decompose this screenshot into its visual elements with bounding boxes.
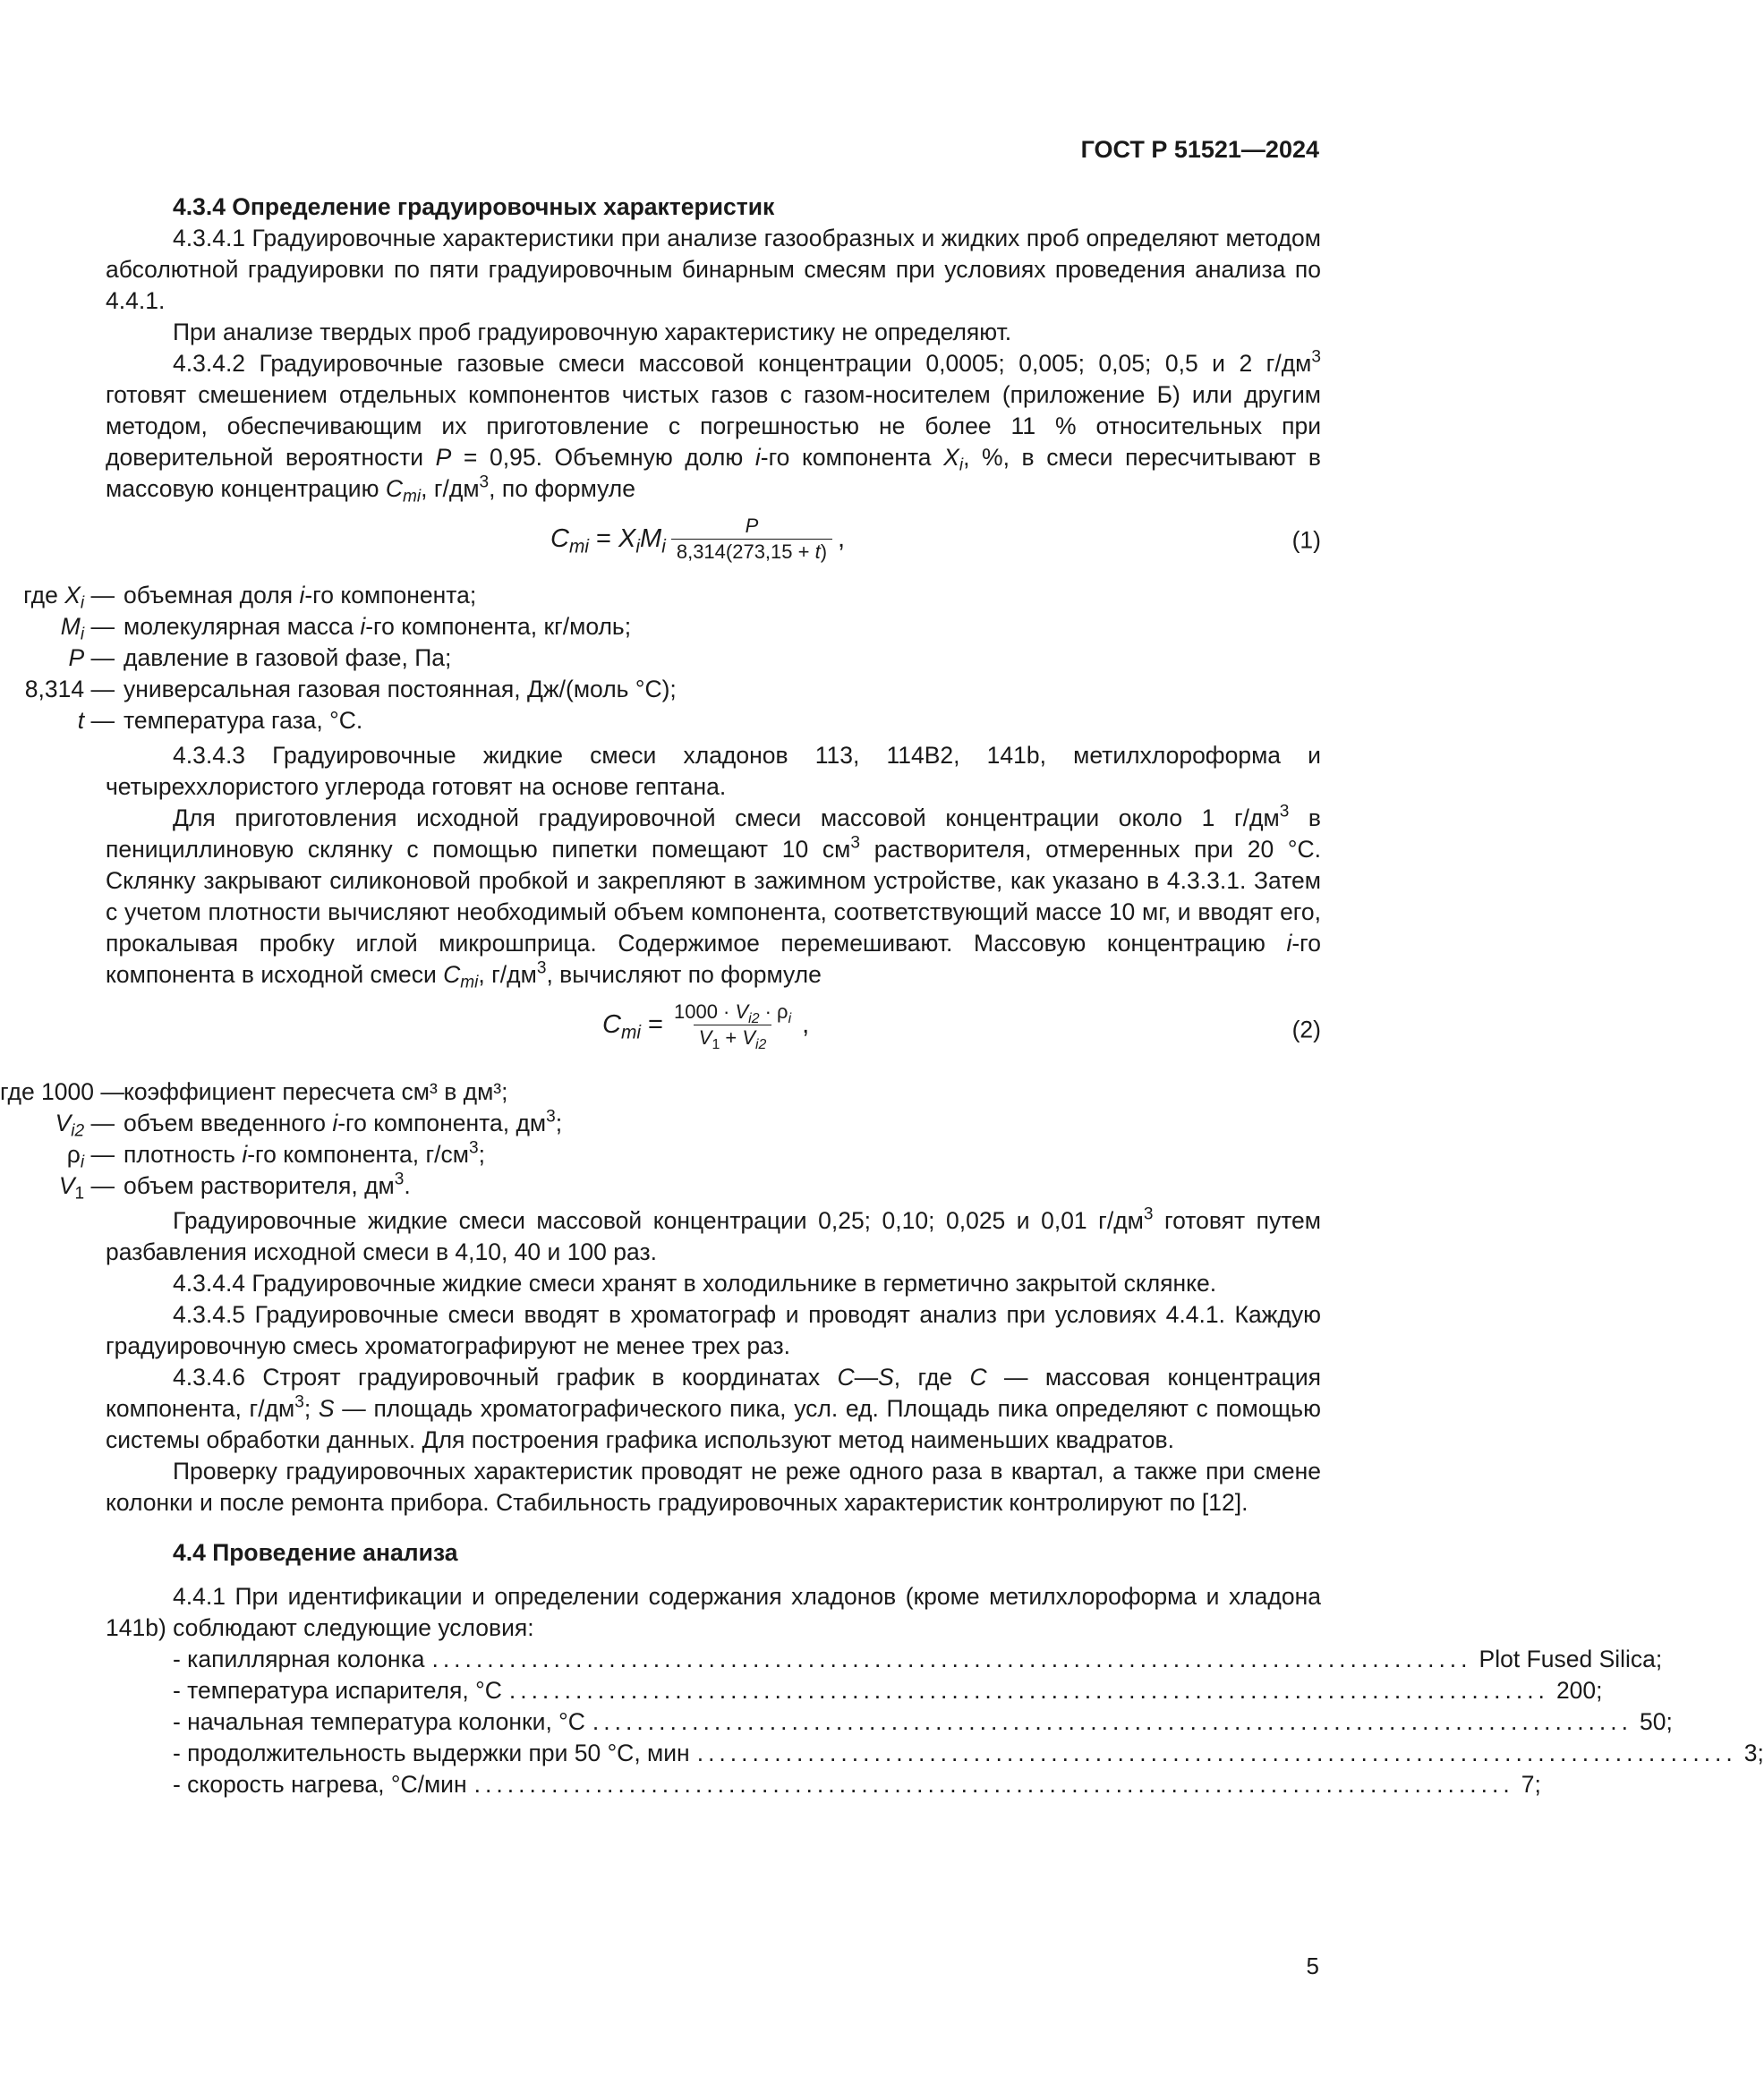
leader-dots: .............................................................................................. bbox=[696, 1740, 1737, 1766]
condition-label: - начальная температура колонки, °С bbox=[173, 1708, 585, 1735]
legend-symbol: $M_i$ — bbox=[60, 613, 115, 644]
legend-description: универсальная газовая постоянная, Дж/(моль °С); bbox=[124, 676, 677, 702]
paragraph-4-3-4-1: 4.3.4.1 Градуировочные характеристики при анализе газообразных и жидких проб определяют методом абсолютной градуировки по пяти градуировочным бинарным смесям при условиях проведения анализа по 4.4.1. bbox=[106, 225, 1321, 314]
leader-dots: .............................................................................................. bbox=[431, 1646, 1472, 1672]
condition-label: - температура испарителя, °С bbox=[173, 1677, 502, 1704]
condition-label: - продолжительность выдержки при 50 °С, мин bbox=[173, 1740, 690, 1766]
formula-1-legend bbox=[0, 580, 1321, 736]
condition-row bbox=[173, 1769, 1541, 1800]
paragraph-4-3-4-2: 4.3.4.2 Градуировочные газовые смеси массовой концентрации 0,0005; 0,005; 0,05; 0,5 и 2 $г/дм^3$ готовят смешением отдельных компонентов чистых газов с газом-носителем (приложение Б) или другим методом, обеспечивающим их приготовление с погрешностью не более 11 % относительных при доверительной вероятности P = 0,95. Объемную долю i-го компонента $X_i$, %, в смеси пересчитывают в массовую концентрацию $C_{mi}$, $г/дм^3$, по формуле bbox=[106, 347, 1321, 506]
paragraph-4-3-4-3: 4.3.4.3 Градуировочные жидкие смеси хладонов 113, 114В2, 141b, метилхлороформа и четыреххлористого углерода готовят на основе гептана. bbox=[106, 742, 1321, 800]
conditions-list bbox=[106, 1644, 1764, 1800]
formula-1 bbox=[106, 512, 1321, 569]
legend-symbol: t — bbox=[77, 707, 115, 734]
legend-description: температура газа, °С. bbox=[124, 707, 363, 734]
paragraph-4-3-4-4: 4.3.4.4 Градуировочные жидкие смеси хранят в холодильнике в герметично закрытой склянке. bbox=[173, 1270, 1217, 1297]
legend-symbol: $\rho_i$ — bbox=[66, 1141, 115, 1172]
page-number: 5 bbox=[1306, 1953, 1319, 1979]
paragraph-4-3-4-6: 4.3.4.6 Строят градуировочный график в координатах C—S, где C — массовая концентрация компонента, $г/дм^3$; S — площадь хроматографического пика, усл. ед. Площадь пика определяют с помощью системы обработки данных. Для построения графика используют метод наименьших квадратов. bbox=[106, 1364, 1321, 1453]
condition-value: 7; bbox=[1521, 1771, 1541, 1798]
paragraph-dilutions: Градуировочные жидкие смеси массовой концентрации 0,25; 0,10; 0,025 и 0,01 $г/дм^3$ готовят путем разбавления исходной смеси в 4,10, 40 и 100 раз. bbox=[106, 1204, 1321, 1265]
leader-dots: .............................................................................................. bbox=[592, 1708, 1633, 1735]
paragraph-4-4-1: 4.4.1 При идентификации и определении содержания хладонов (кроме метилхлороформа и хладона 141b) соблюдают следующие условия: bbox=[106, 1583, 1321, 1641]
condition-value: 3; bbox=[1743, 1740, 1764, 1766]
legend-symbol: P — bbox=[68, 644, 115, 671]
section-title-4-3-4: 4.3.4 Определение градуировочных характеристик bbox=[173, 193, 775, 220]
leader-dots: .............................................................................................. bbox=[508, 1677, 1549, 1704]
legend-description: молекулярная масса i-го компонента, кг/моль; bbox=[124, 613, 632, 640]
legend-symbol: где 1000 — bbox=[0, 1078, 124, 1105]
section-title-4-4: 4.4 Проведение анализа bbox=[173, 1539, 458, 1566]
condition-value: 50; bbox=[1640, 1708, 1673, 1735]
paragraph-solid-samples: При анализе твердых проб градуировочную характеристику не определяют. bbox=[173, 319, 1012, 345]
condition-label: - скорость нагрева, °С/мин bbox=[173, 1771, 467, 1798]
formula-2-legend bbox=[0, 1076, 1321, 1202]
legend-description: объем введенного i-го компонента, $дм^3$; bbox=[124, 1107, 563, 1136]
legend-description: объем растворителя, $дм^3$. bbox=[124, 1170, 411, 1199]
condition-row bbox=[173, 1675, 1603, 1706]
condition-row bbox=[173, 1738, 1764, 1769]
legend-symbol: 8,314 — bbox=[24, 676, 115, 702]
paragraph-4-3-4-5: 4.3.4.5 Градуировочные смеси вводят в хроматограф и проводят анализ при условиях 4.4.1. Каждую градуировочную смесь хроматографируют не менее трех раз. bbox=[106, 1301, 1321, 1359]
formula-1-number: (1) bbox=[1291, 526, 1321, 554]
page-content bbox=[0, 191, 1764, 1800]
legend-description: давление в газовой фазе, Па; bbox=[124, 644, 452, 671]
paragraph-stock-mixture: Для приготовления исходной градуировочной смеси массовой концентрации около 1 $г/дм^3$ в пенициллиновую склянку с помощью пипетки помещают 10 $см^3$ растворителя, отмеренных при 20 °С. Склянку закрывают силиконовой пробкой и закрепляют в зажимном устройстве, как указано в 4.3.3.1. Затем с учетом плотности вычисляют необходимый объем компонента, соответствующий массе 10 мг, и вводят его, прокалывая пробку иглой микрошприца. Содержимое перемешивают. Массовую концентрацию i-го компонента в исходной смеси $C_{mi}$, $г/дм^3$, вычисляют по формуле bbox=[106, 802, 1321, 992]
legend-symbol: $V_{i2}$ — bbox=[55, 1110, 115, 1141]
condition-label: - капиллярная колонка bbox=[173, 1646, 425, 1672]
condition-value: Plot Fused Silica; bbox=[1479, 1646, 1663, 1672]
leader-dots: .............................................................................................. bbox=[473, 1771, 1514, 1798]
condition-value: 200; bbox=[1555, 1677, 1603, 1704]
formula-2-expression: $C_{mi}$ = $\frac{1000 \cdot V_{i2} \cdot \rho_i}{V_1 + V_{i2}}$ , bbox=[602, 1000, 810, 1052]
legend-symbol: $V_1$ — bbox=[58, 1172, 115, 1204]
legend-description: коэффициент пересчета см³ в дм³; bbox=[124, 1078, 508, 1105]
formula-2 bbox=[106, 996, 1321, 1064]
condition-row bbox=[173, 1644, 1663, 1675]
legend-description: плотность i-го компонента, $г/см^3$; bbox=[124, 1138, 485, 1168]
condition-row bbox=[173, 1706, 1673, 1738]
legend-description: объемная доля i-го компонента; bbox=[124, 582, 477, 608]
standard-header: ГОСТ Р 51521—2024 bbox=[1080, 136, 1319, 163]
formula-1-expression: $C_{mi} = X_iM_i$ $\frac{P}{8,314(273,15 + t)}$ , bbox=[550, 515, 846, 563]
paragraph-verification: Проверку градуировочных характеристик проводят не реже одного раза в квартал, а также при смене колонки и после ремонта прибора. Стабильность градуировочных характеристик контролируют по [12]. bbox=[106, 1458, 1321, 1516]
legend-symbol: где $X_i$ — bbox=[23, 582, 115, 613]
formula-2-number: (2) bbox=[1291, 1016, 1321, 1043]
